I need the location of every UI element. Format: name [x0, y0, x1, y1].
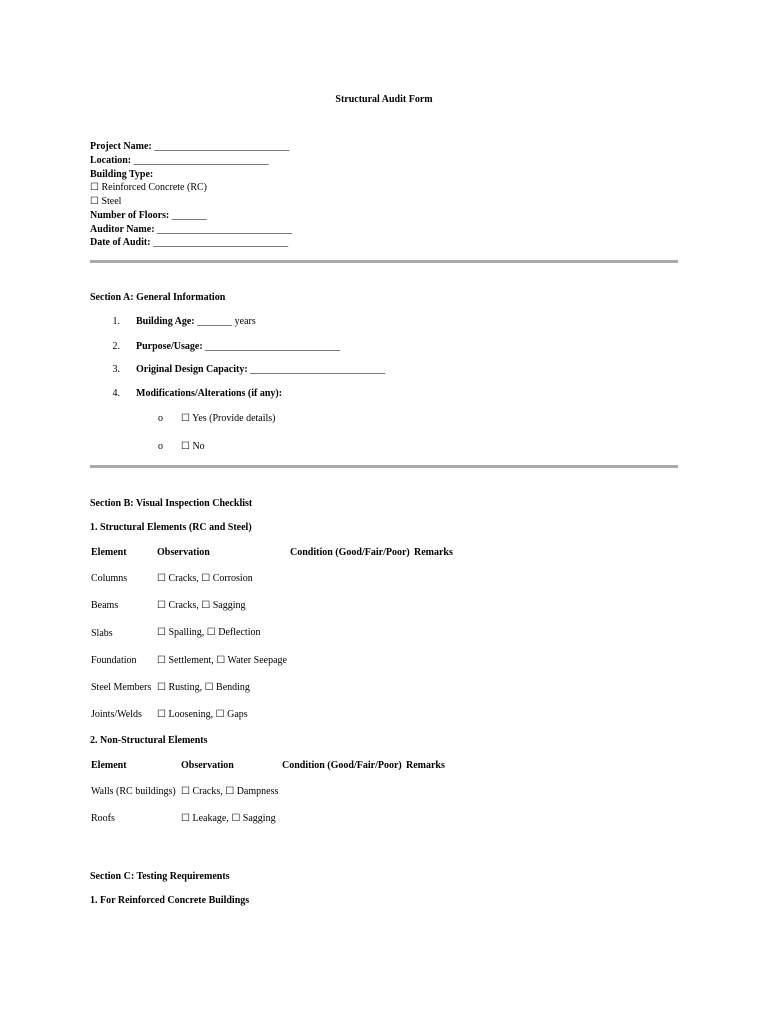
- floors-line: [90, 210, 207, 222]
- table-row-element: Joints/Welds: [91, 709, 142, 720]
- section-a-heading: Section A: General Information: [90, 292, 226, 303]
- building-type-steel-checkbox[interactable]: ☐ Steel: [90, 196, 122, 207]
- table-row-observation[interactable]: ☐ Cracks, ☐ Sagging: [157, 600, 246, 611]
- floors-blank[interactable]: _______: [171, 210, 207, 221]
- design-capacity-label: Original Design Capacity:: [136, 364, 248, 375]
- project-name-line: [90, 141, 289, 153]
- structural-elements-heading: 1. Structural Elements (RC and Steel): [90, 522, 252, 533]
- sub-bullet: o: [158, 441, 163, 452]
- building-type-rc-checkbox[interactable]: ☐ Reinforced Concrete (RC): [90, 182, 207, 193]
- modifications-item: [136, 388, 282, 400]
- design-capacity-blank[interactable]: ___________________________: [247, 364, 386, 375]
- date-blank[interactable]: ___________________________: [153, 237, 289, 248]
- table-row-element: Foundation: [91, 655, 137, 666]
- table-row-observation[interactable]: ☐ Rusting, ☐ Bending: [157, 682, 250, 693]
- form-title: Structural Audit Form: [335, 94, 433, 105]
- modifications-yes-checkbox[interactable]: ☐ Yes (Provide details): [181, 413, 276, 424]
- table-header-remarks: Remarks: [414, 547, 453, 558]
- table-row-element: Roofs: [91, 813, 115, 824]
- building-age-blank[interactable]: _______ years: [194, 316, 256, 327]
- floors-label: Number of Floors:: [90, 210, 170, 221]
- auditor-line: [90, 224, 292, 236]
- project-name-label: Project Name:: [90, 141, 152, 152]
- table-header-remarks: Remarks: [406, 760, 445, 771]
- table-row-observation[interactable]: ☐ Loosening, ☐ Gaps: [157, 709, 248, 720]
- table-row-element: Columns: [91, 573, 128, 584]
- table-row-observation[interactable]: ☐ Cracks, ☐ Dampness: [181, 786, 279, 797]
- table-row-observation[interactable]: ☐ Cracks, ☐ Corrosion: [157, 573, 253, 584]
- auditor-label: Auditor Name:: [90, 224, 155, 235]
- non-structural-heading: 2. Non-Structural Elements: [90, 735, 208, 746]
- table-row-element: Steel Members: [91, 682, 152, 693]
- section-c-heading: Section C: Testing Requirements: [90, 871, 230, 882]
- table-header-observation: Observation: [157, 547, 210, 558]
- table-row-element: Beams: [91, 600, 119, 611]
- purpose-blank[interactable]: ___________________________: [202, 341, 341, 352]
- table-row-observation[interactable]: ☐ Spalling, ☐ Deflection: [157, 627, 261, 638]
- table-row-element: Slabs: [91, 628, 113, 639]
- table-row-element: Walls (RC buildings): [91, 786, 176, 797]
- building-age-item: [136, 316, 256, 328]
- table-row-observation[interactable]: ☐ Settlement, ☐ Water Seepage: [157, 655, 287, 666]
- list-number: 2.: [112, 341, 120, 352]
- date-line: [90, 237, 288, 249]
- table-header-condition: Condition (Good/Fair/Poor): [282, 760, 402, 771]
- divider: [90, 465, 678, 468]
- modifications-label: Modifications/Alterations (if any):: [136, 388, 283, 399]
- table-header-element: Element: [91, 547, 127, 558]
- section-b-heading: Section B: Visual Inspection Checklist: [90, 498, 253, 509]
- location-blank[interactable]: ___________________________: [133, 155, 269, 166]
- table-header-element: Element: [91, 760, 127, 771]
- sub-bullet: o: [158, 413, 163, 424]
- purpose-item: [136, 341, 340, 353]
- building-age-label: Building Age:: [136, 316, 195, 327]
- design-capacity-item: [136, 364, 385, 376]
- purpose-label: Purpose/Usage:: [136, 341, 203, 352]
- list-number: 4.: [112, 388, 120, 399]
- table-row-observation[interactable]: ☐ Leakage, ☐ Sagging: [181, 813, 276, 824]
- rc-testing-heading: 1. For Reinforced Concrete Buildings: [90, 895, 250, 906]
- list-number: 1.: [112, 316, 120, 327]
- divider: [90, 260, 678, 263]
- location-label: Location:: [90, 155, 132, 166]
- location-line: [90, 155, 269, 167]
- date-label: Date of Audit:: [90, 237, 151, 248]
- modifications-no-checkbox[interactable]: ☐ No: [181, 441, 205, 452]
- table-header-observation: Observation: [181, 760, 234, 771]
- building-type-label: Building Type:: [90, 169, 154, 180]
- table-header-condition: Condition (Good/Fair/Poor): [290, 547, 410, 558]
- list-number: 3.: [112, 364, 120, 375]
- auditor-blank[interactable]: ___________________________: [157, 224, 293, 235]
- project-name-blank[interactable]: ___________________________: [154, 141, 290, 152]
